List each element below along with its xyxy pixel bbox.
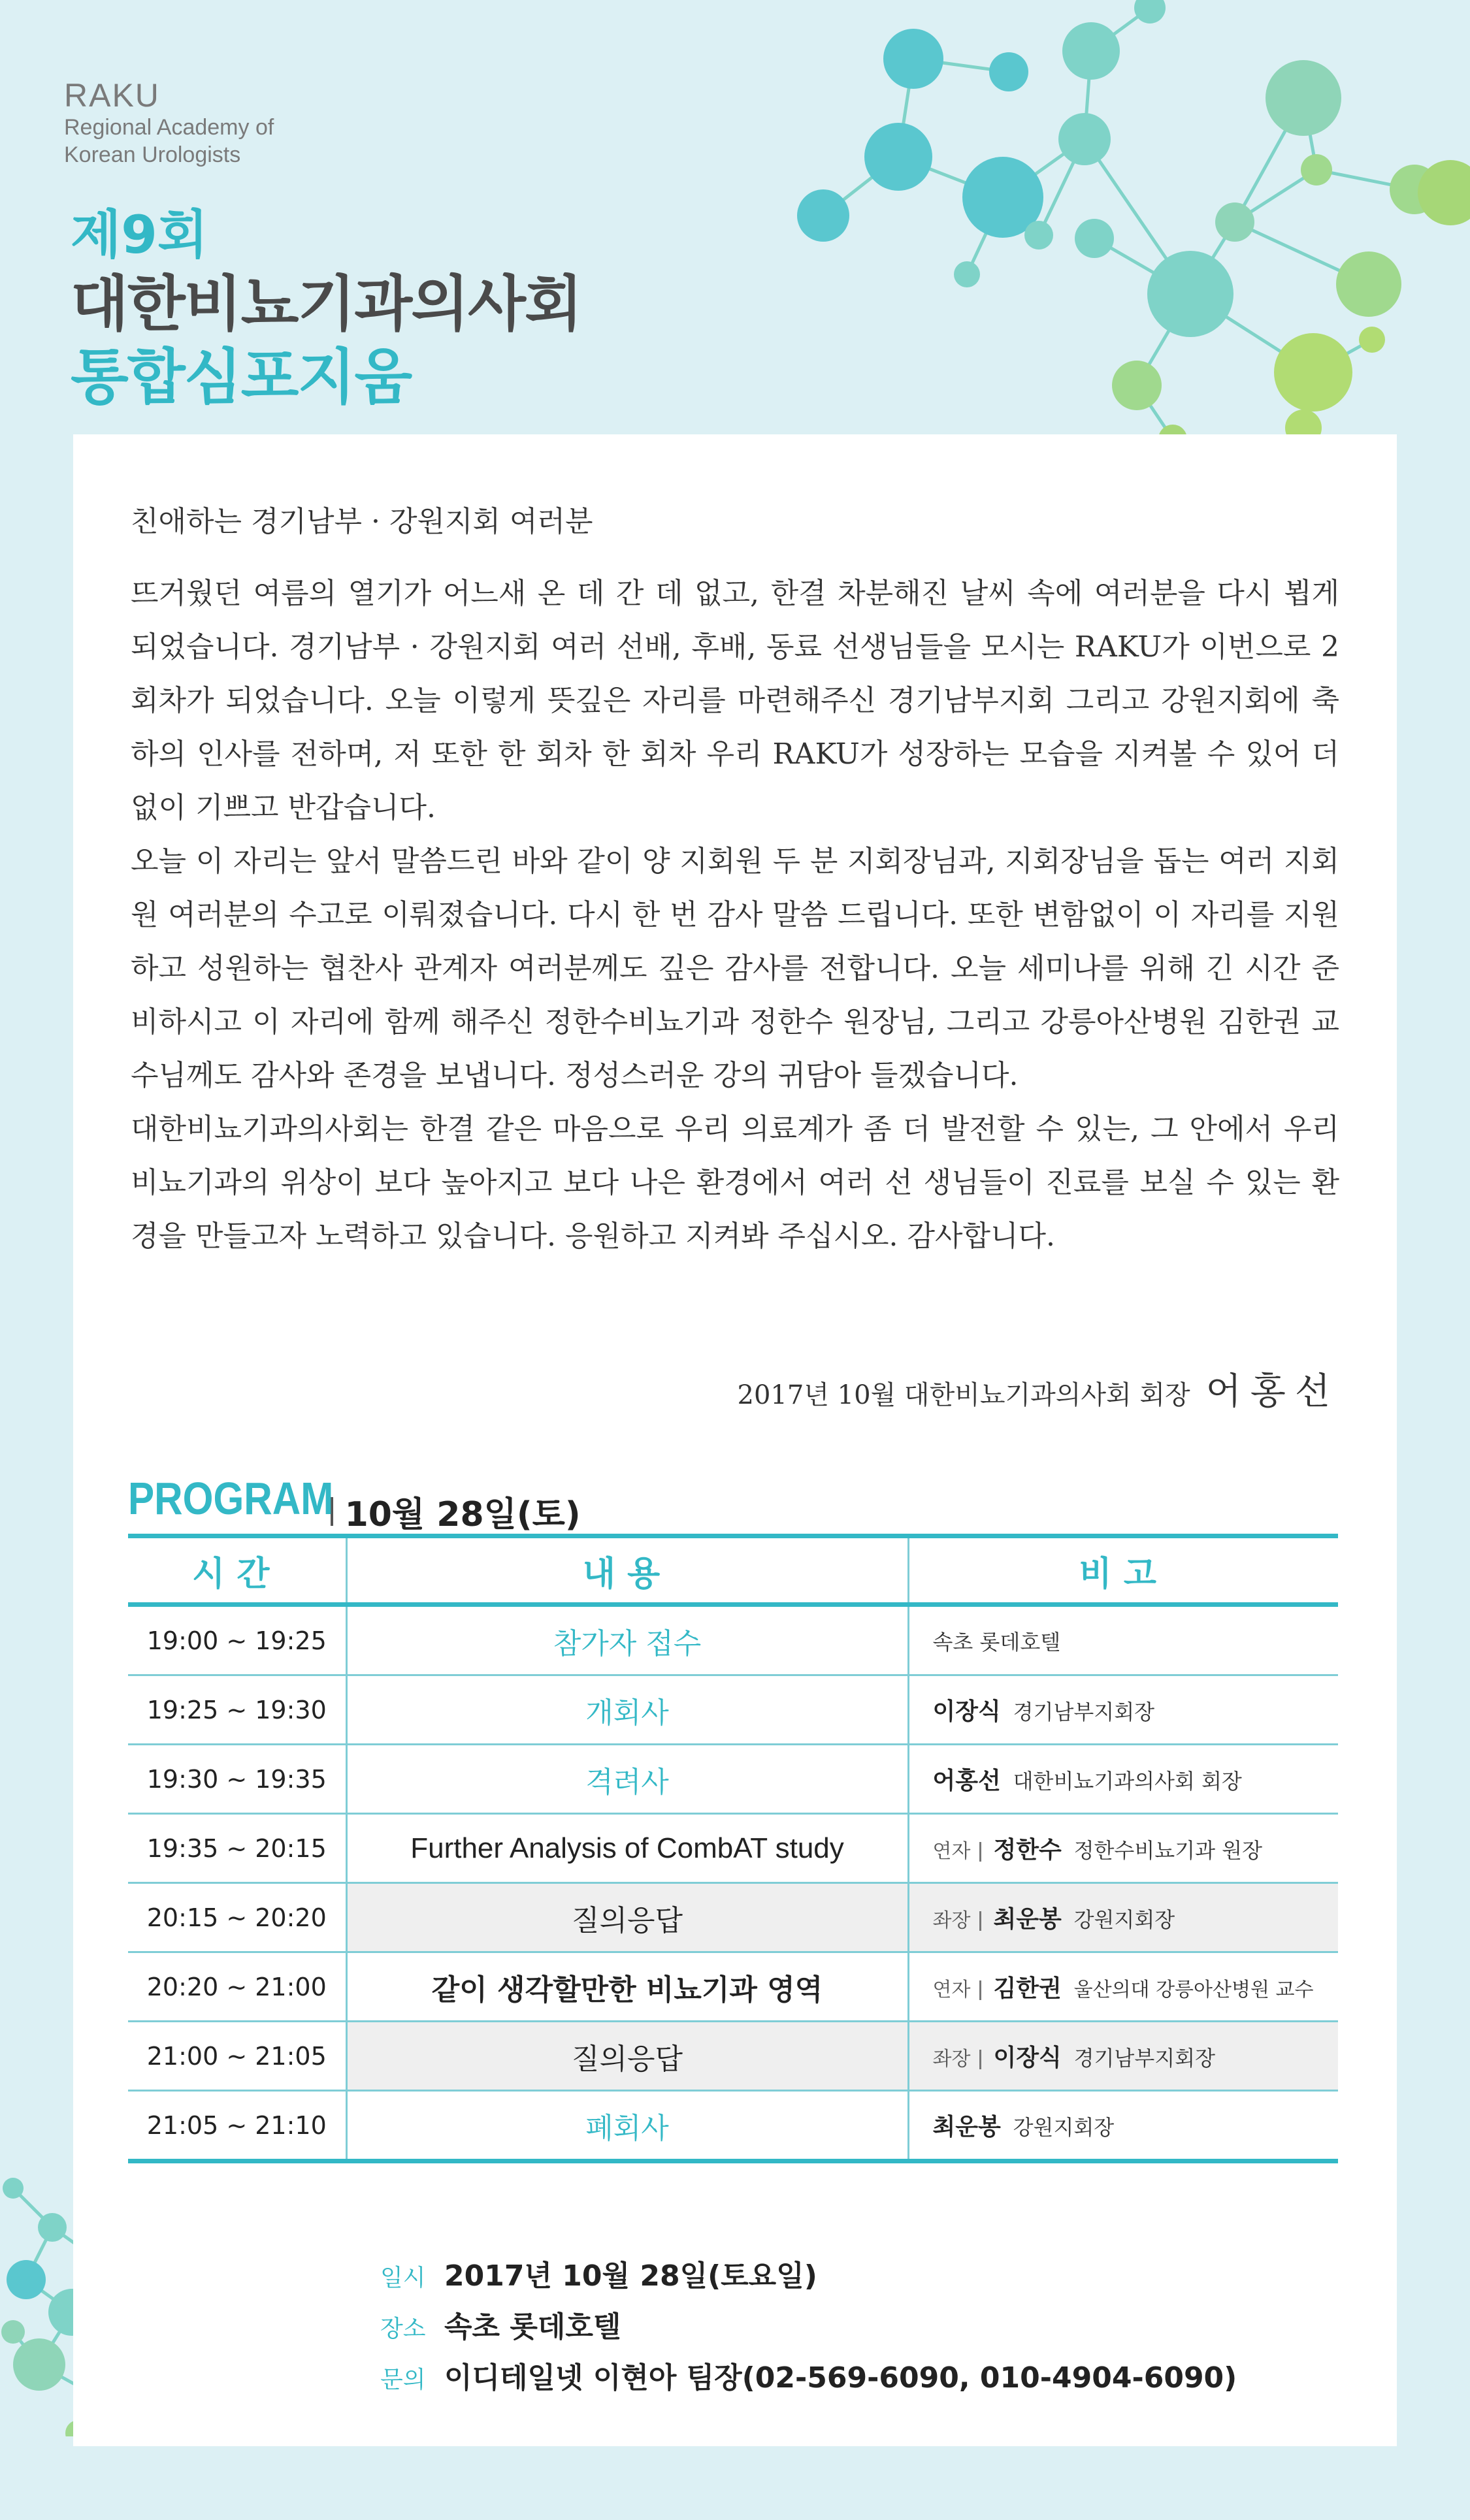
row-time: 19:35 ~ 20:15 (128, 1814, 346, 1883)
note-affiliation: 대한비뇨기과의사회 회장 (1013, 1769, 1242, 1794)
row-note (908, 1745, 1338, 1814)
letter-paragraph: 오늘 이 자리는 앞서 말씀드린 바와 같이 양 지회원 두 분 지회장님과, 지회장님을 돕는 여러 지회원 여러분의 수고로 이뤄졌습니다. 다시 한 번 감사 말씀 드립니다. 또한 변함없이 이 자리를 지원하고 성원하는 협찬사 관계자 여러분께도 깊은 감사를 전합니다. 오늘 세미나를 위해 긴 시간 준비하시고 이 자리에 함께 해주신 정한수비뇨기과 정한수 원장님, 그리고 강릉아산병원 김한권 교수님께도 감사와 존경을 보냅니다. 정성스러운 강의 귀담아 들겠습니다. (131, 845, 1339, 1092)
event-info (380, 2252, 1237, 2405)
event-title (71, 202, 581, 414)
row-content: 질의응답 (346, 2022, 908, 2091)
table-row (128, 1952, 1338, 2022)
row-content: 같이 생각할만한 비뇨기과 영역 (346, 1952, 908, 2022)
info-place-row (380, 2303, 1237, 2354)
row-content: 참가자 접수 (346, 1605, 908, 1675)
role-divider (979, 2050, 981, 2069)
role-divider (979, 1980, 981, 2000)
info-contact-value: 이디테일넷 이현아 팀장(02-569-6090, 010-4904-6090) (444, 2361, 1237, 2395)
note-affiliation: 경기남부지회장 (1013, 1700, 1155, 1724)
table-row (128, 1814, 1338, 1883)
table-row (128, 1883, 1338, 1952)
table-header-row (128, 1536, 1338, 1605)
info-place-value: 속초 롯데호텔 (444, 2310, 621, 2344)
info-place-label: 장소 (380, 2316, 426, 2342)
letter-paragraph: 대한비뇨기과의사회는 한결 같은 마음으로 우리 의료계가 좀 더 발전할 수 있는, 그 안에서 우리 비뇨기과의 위상이 보다 높아지고 보다 나은 환경에서 여러 선 생님들이 진료를 보실 수 있는 환경을 만들고자 노력하고 있습니다. 응원하고 지켜봐 주십시오. 감사합니다. (131, 1112, 1339, 1253)
table-row (128, 2022, 1338, 2091)
organization-logo-text (64, 77, 274, 169)
note-person: 어홍선 (932, 1768, 1001, 1794)
event-name: 통합심포지움 (71, 342, 412, 412)
letter-greeting: 친애하는 경기남부 · 강원지회 여러분 (131, 505, 593, 538)
signature-date-title: 2017년 10월 대한비뇨기과의사회 회장 (737, 1380, 1190, 1410)
row-time: 21:00 ~ 21:05 (128, 2022, 346, 2091)
row-note (908, 1814, 1338, 1883)
header-time: 시간 (128, 1536, 346, 1605)
note-affiliation: 강원지회장 (1013, 2115, 1115, 2140)
program-heading (128, 1472, 581, 1536)
row-content: 개회사 (346, 1675, 908, 1745)
program-table (128, 1534, 1338, 2163)
row-time: 20:15 ~ 20:20 (128, 1883, 346, 1952)
signature-name: 어홍선 (1205, 1370, 1339, 1413)
row-time: 20:20 ~ 21:00 (128, 1952, 346, 2022)
table-row (128, 2091, 1338, 2161)
row-content: 격려사 (346, 1745, 908, 1814)
org-name-line1: Regional Academy of (64, 115, 274, 140)
note-affiliation: 강원지회장 (1073, 1907, 1175, 1932)
role-divider (979, 1842, 981, 1862)
row-note (908, 2091, 1338, 2161)
row-time: 19:30 ~ 19:35 (128, 1745, 346, 1814)
note-person: 이장식 (993, 2044, 1062, 2071)
letter-body (131, 567, 1339, 1263)
role-divider (979, 1911, 981, 1931)
info-date-row (380, 2252, 1237, 2303)
event-edition: 제9회 (71, 204, 208, 265)
note-person: 김한권 (993, 1975, 1062, 2002)
row-time: 19:00 ~ 19:25 (128, 1605, 346, 1675)
table-row (128, 1745, 1338, 1814)
note-role: 좌장 (932, 2048, 971, 2071)
note-person: 이장식 (932, 1698, 1001, 1725)
row-note (908, 1675, 1338, 1745)
program-label: PROGRAM (128, 1473, 334, 1524)
info-contact-row (380, 2354, 1237, 2405)
note-role: 연자 (932, 1840, 971, 1863)
note-person: 최운봉 (932, 2114, 1001, 2140)
row-note (908, 1952, 1338, 2022)
row-content: 폐회사 (346, 2091, 908, 2161)
row-time: 21:05 ~ 21:10 (128, 2091, 346, 2161)
row-note (908, 2022, 1338, 2091)
note-role: 연자 (932, 1979, 971, 2001)
row-note (908, 1883, 1338, 1952)
note-affiliation: 정한수비뇨기과 원장 (1073, 1838, 1262, 1863)
note-person: 정한수 (993, 1837, 1062, 1864)
info-contact-label: 문의 (380, 2367, 426, 2393)
org-name-line2: Korean Urologists (64, 142, 241, 167)
row-content: 질의응답 (346, 1883, 908, 1952)
program-date: 10월 28일(토) (344, 1495, 581, 1534)
org-abbreviation: RAKU (64, 77, 160, 114)
header-content: 내용 (346, 1536, 908, 1605)
table-row (128, 1605, 1338, 1675)
society-name: 대한비뇨기과의사회 (71, 269, 581, 339)
note-affiliation: 경기남부지회장 (1073, 2046, 1215, 2071)
note-affiliation: 울산의대 강릉아산병원 교수 (1073, 1979, 1314, 2001)
note-role: 좌장 (932, 1909, 971, 1932)
table-row (128, 1675, 1338, 1745)
row-content: Further Analysis of CombAT study (346, 1814, 908, 1883)
header-note: 비고 (908, 1536, 1338, 1605)
row-time: 19:25 ~ 19:30 (128, 1675, 346, 1745)
info-date-label: 일시 (380, 2265, 426, 2291)
row-note (908, 1605, 1338, 1675)
letter-paragraph: 뜨거웠던 여름의 열기가 어느새 온 데 간 데 없고, 한결 차분해진 날씨 속에 여러분을 다시 뵙게 되었습니다. 경기남부 · 강원지회 여러 선배, 후배, 동료 선생님들을 모시는 RAKU가 이번으로 2회차가 되었습니다. 오늘 이렇게 뜻깊은 자리를 마련해주신 경기남부지회 그리고 강원지회에 축하의 인사를 전하며, 저 또한 한 회차 한 회차 우리 RAKU가 성장하는 모습을 지켜볼 수 있어 더없이 기쁘고 반갑습니다. (131, 577, 1339, 824)
info-date-value: 2017년 10월 28일(토요일) (444, 2259, 817, 2293)
note-person: 최운봉 (993, 1906, 1062, 1933)
note-affiliation: 속초 롯데호텔 (932, 1629, 1061, 1655)
letter-signature (738, 1363, 1339, 1415)
